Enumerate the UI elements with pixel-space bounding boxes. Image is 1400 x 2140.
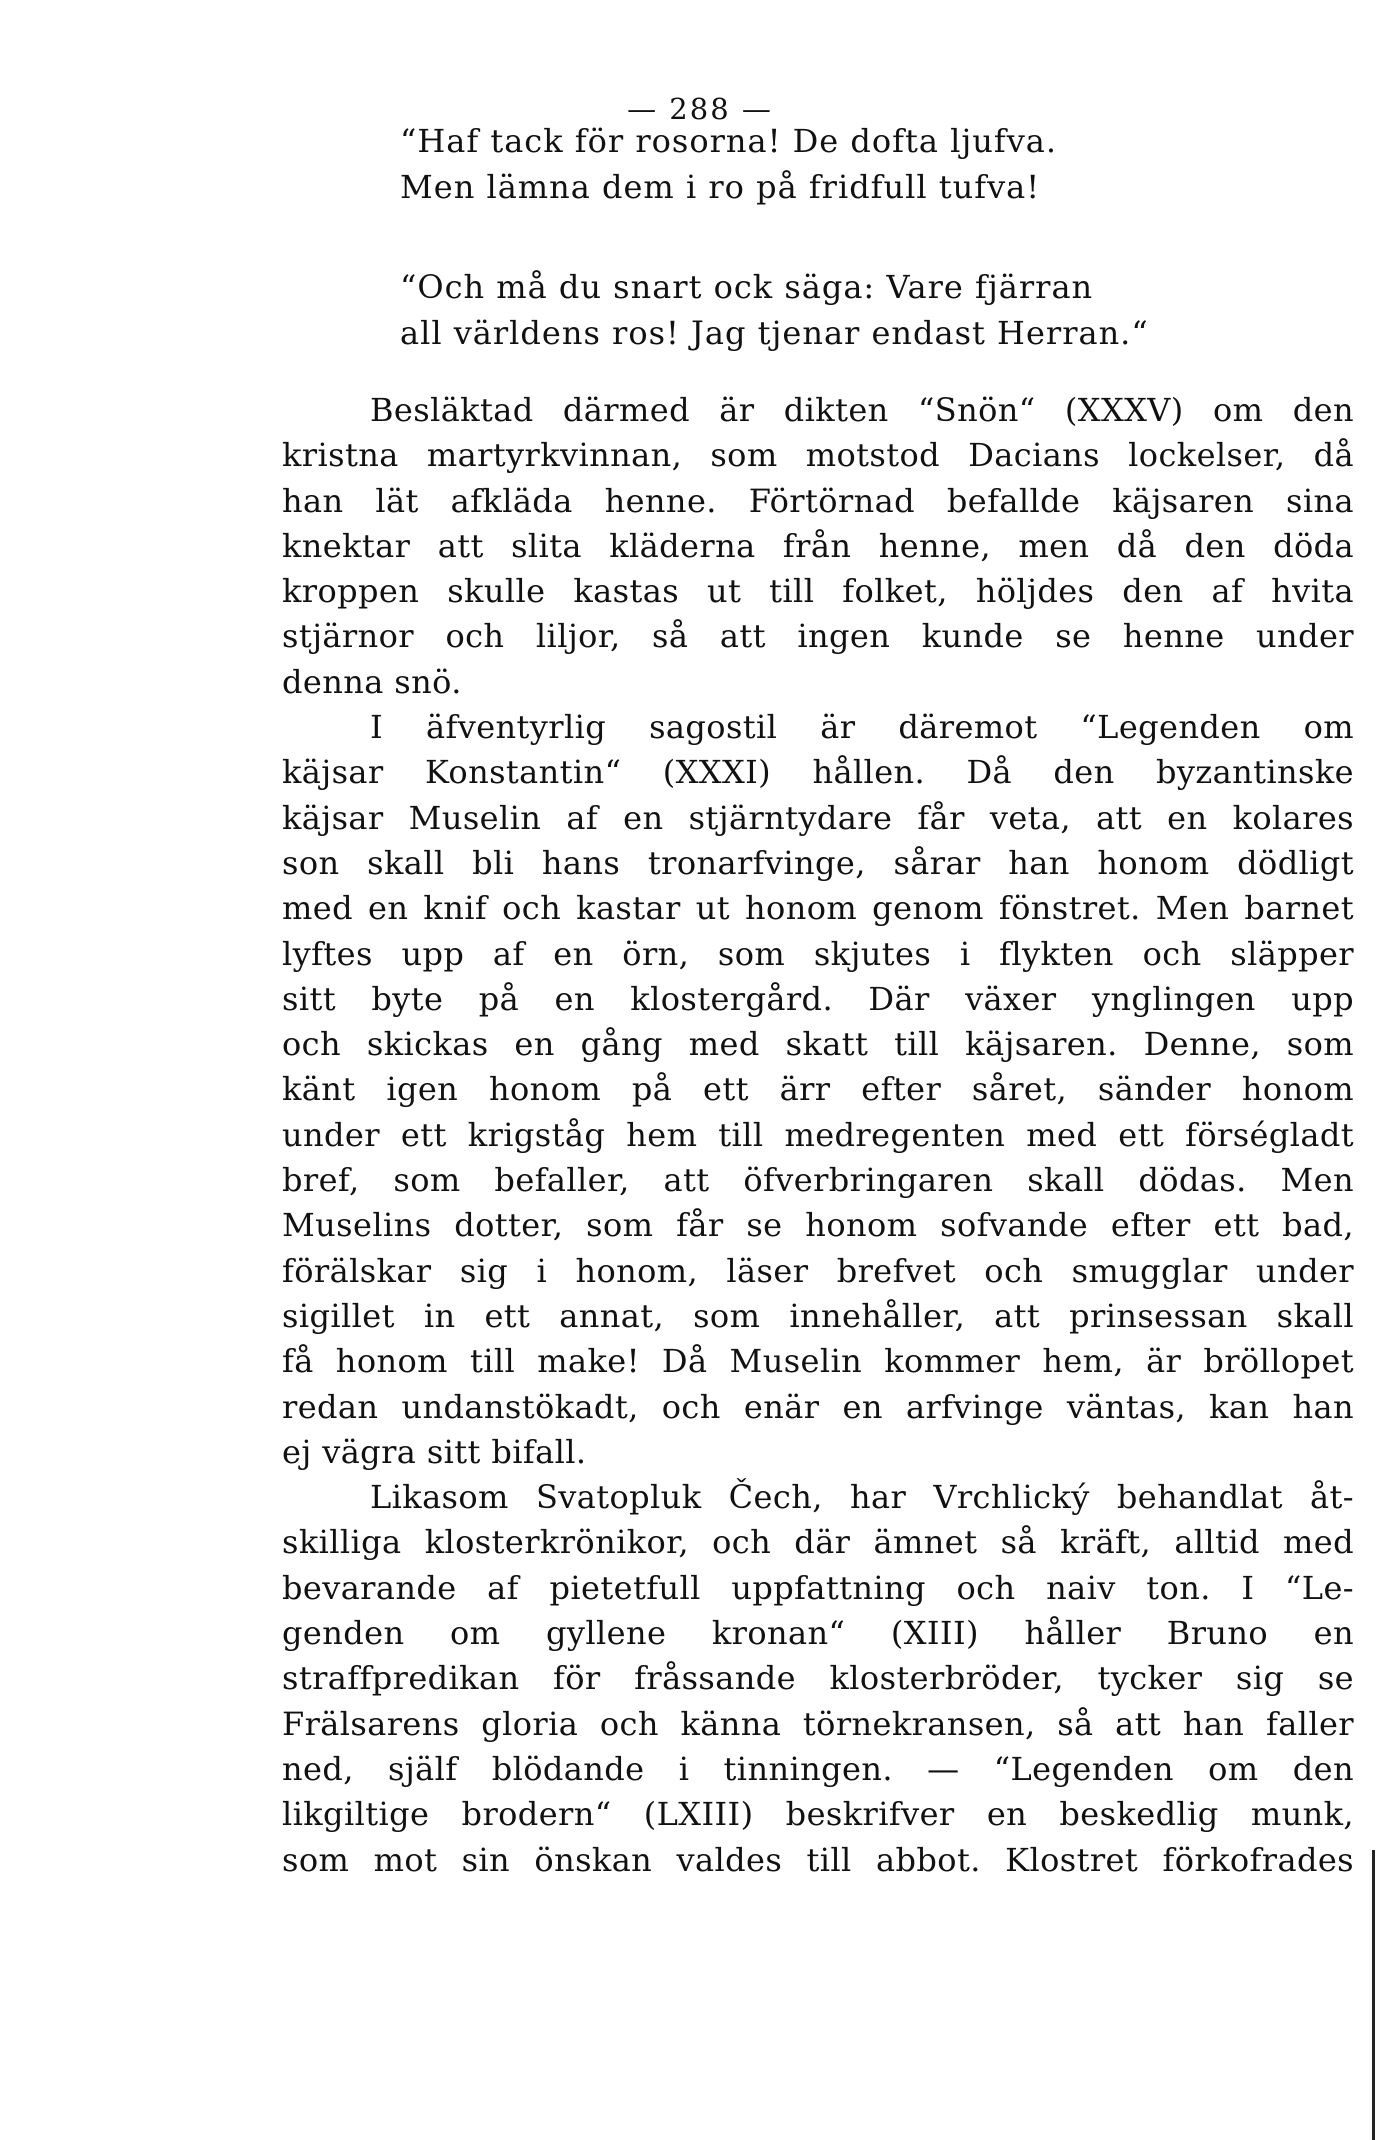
text-line: Frälsarens gloria och känna törnekransen, så att han faller [282, 1704, 1354, 1743]
text-line: ned, själf blödande i tinningen. — “Legenden om den [282, 1749, 1354, 1788]
page-number: — 288 — [627, 92, 773, 126]
text-line: Likasom Svatopluk Čech, har Vrchlický behandlat åt- [370, 1478, 1354, 1517]
text-line: Besläktad därmed är dikten “Snön“ (XXXV) om den [370, 391, 1354, 429]
text-line: skilliga klosterkrönikor, och där ämnet så kräft, alltid med [282, 1523, 1354, 1562]
text-line: kristna martyrkvinnan, som motstod Dacians lockelser, då [282, 436, 1354, 475]
verse-stanza-1 [400, 118, 1260, 210]
text-line: och skickas en gång med skatt till käjsaren. Denne, som [282, 1025, 1354, 1064]
text-line: I äfventyrlig sagostil är däremot “Legenden om [370, 708, 1354, 747]
text-line: likgiltige brodern“ (LXIII) beskrifver en beskedlig munk, [282, 1795, 1354, 1834]
verse-line: “Haf tack för rosorna! De dofta ljufva. [400, 122, 1058, 160]
text-line: knektar att slita kläderna från henne, men då den döda [282, 526, 1354, 565]
verse-line: “Och må du snart ock säga: Vare fjärran [400, 268, 1094, 306]
text-line: ej vägra sitt bifall. [282, 1432, 587, 1471]
text-line: bref, som befaller, att öfverbringaren skall dödas. Men [282, 1161, 1354, 1200]
text-line: käjsar Konstantin“ (XXXI) hållen. Då den byzantinske [282, 753, 1354, 792]
text-line: känt igen honom på ett ärr efter såret, sänder honom [282, 1070, 1354, 1109]
verse-line: Men lämna dem i ro på fridfull tufva! [400, 168, 1041, 206]
text-line: straffpredikan för fråssande klosterbröder, tycker sig se [282, 1659, 1354, 1698]
text-line: med en knif och kastar ut honom genom fönstret. Men barnet [282, 889, 1354, 928]
verse-line: all världens ros! Jag tjenar endast Herran.“ [400, 314, 1149, 352]
text-line: kroppen skulle kastas ut till folket, höljdes den af hvita [282, 572, 1354, 611]
text-line: lyftes upp af en örn, som skjutes i flykten och släpper [282, 934, 1354, 973]
text-line: sigillet in ett annat, som innehåller, att prinsessan skall [282, 1296, 1354, 1335]
text-line: redan undanstökadt, och enär en arfvinge väntas, kan han [282, 1387, 1354, 1426]
text-line: sitt byte på en klostergård. Där växer ynglingen upp [282, 979, 1354, 1018]
text-line: bevarande af pietetfull uppfattning och naiv ton. I “Le- [282, 1568, 1354, 1607]
page-edge-mark [1372, 1850, 1375, 2140]
text-line: under ett krigståg hem till medregenten med ett förségladt [282, 1115, 1354, 1154]
text-line: genden om gyllene kronan“ (XIII) håller Bruno en [282, 1614, 1354, 1653]
text-line: han lät afkläda henne. Förtörnad befallde käjsaren sina [282, 481, 1354, 520]
text-line: son skall bli hans tronarfvinge, sårar han honom dödligt [282, 843, 1354, 882]
body-text [282, 388, 1354, 1883]
text-line: denna snö. [282, 662, 462, 701]
text-line: som mot sin önskan valdes till abbot. Klostret förkofrades [282, 1840, 1354, 1879]
text-line: Muselins dotter, som får se honom sofvande efter ett bad, [282, 1206, 1354, 1245]
text-line: få honom till make! Då Muselin kommer hem, är bröllopet [282, 1342, 1354, 1381]
text-line: stjärnor och liljor, så att ingen kunde se henne under [282, 617, 1354, 656]
text-line: förälskar sig i honom, läser brefvet och smugglar under [282, 1251, 1354, 1290]
text-line: käjsar Muselin af en stjärntydare får veta, att en kolares [282, 798, 1354, 837]
verse-stanza-2 [400, 264, 1260, 356]
